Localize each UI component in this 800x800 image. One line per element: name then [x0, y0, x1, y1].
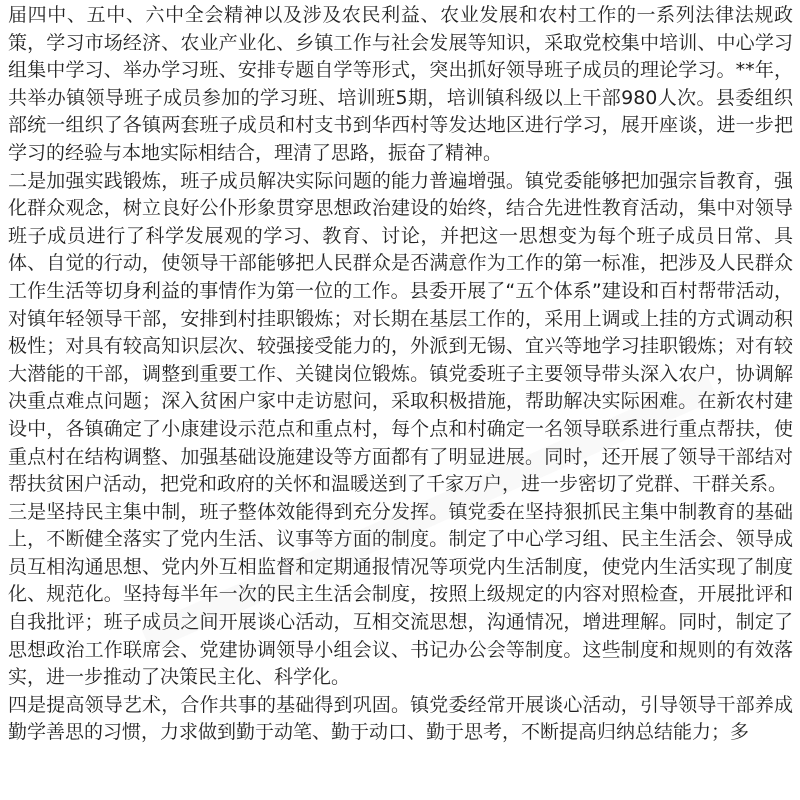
- paragraph-1: 届四中、五中、六中全会精神以及涉及农民利益、农业发展和农村工作的一系列法律法规政策，学习市场经济、农业产业化、乡镇工作与社会发展等知识，采取党校集中培训、中心学习组集中学习、举办学习班、安排专题自学等形式，突出抓好领导班子成员的理论学习。**年，共举办镇领导班子成员参加的学习班、培训班5期，培训镇科级以上干部980人次。县委组织部统一组织了各镇两套班子成员和村支书到华西村等发达地区进行学习，展开座谈，进一步把学习的经验与本地实际相结合，理清了思路，振奋了精神。: [8, 4, 793, 164]
- paragraph-3: 三是坚持民主集中制，班子整体效能得到充分发挥。镇党委在坚持狠抓民主集中制教育的基础上，不断健全落实了党内生活、议事等方面的制度。制定了中心学习组、民主生活会、领导成员互相沟通思想、党内外互相监督和定期通报情况等项党内生活制度，使党内生活实现了制度化、规范化。坚持每半年一次的民主生活会制度，按照上级规定的内容对照检查，开展批评和自我批评；班子成员之间开展谈心活动，互相交流思想，沟通情况，增进理解。同时，制定了思想政治工作联席会、党建协调领导小组会议、书记办公会等制度。这些制度和规则的有效落实，进一步推动了决策民主化、科学化。: [8, 500, 793, 689]
- paragraph-2: 二是加强实践锻炼，班子成员解决实际问题的能力普遍增强。镇党委能够把加强宗旨教育，强化群众观念，树立良好公仆形象贯穿思想政治建设的始终，结合先进性教育活动，集中对领导班子成员进行了科学发展观的学习、教育、讨论，并把这一思想变为每个班子成员日常、具体、自觉的行动，使领导干部能够把人民群众是否满意作为工作的第一标准，把涉及人民群众工作生活等切身利益的事情作为第一位的工作。县委开展了“五个体系”建设和百村帮带活动，对镇年轻领导干部，安排到村挂职锻炼；对长期在基层工作的，采用上调或上挂的方式调动积极性；对具有较高知识层次、较强接受能力的，外派到无锡、宜兴等地学习挂职锻炼；对有较大潜能的干部，调整到重要工作、关键岗位锻炼。镇党委班子主要领导带头深入农户，协调解决重点难点问题；深入贫困户家中走访慰问，采取积极措施，帮助解决实际困难。在新农村建设中，各镇确定了小康建设示范点和重点村，每个点和村确定一名领导联系进行重点帮扶，使重点村在结构调整、加强基础设施建设等方面都有了明显进展。同时，还开展了领导干部结对帮扶贫困户活动，把党和政府的关怀和温暖送到了千家万户，进一步密切了党群、干群关系。: [8, 169, 793, 496]
- paragraph-4: 四是提高领导艺术，合作共事的基础得到巩固。镇党委经常开展谈心活动，引导领导干部养成勤学善思的习惯，力求做到勤于动笔、勤于动口、勤于思考，不断提高归纳总结能力；多: [8, 693, 793, 744]
